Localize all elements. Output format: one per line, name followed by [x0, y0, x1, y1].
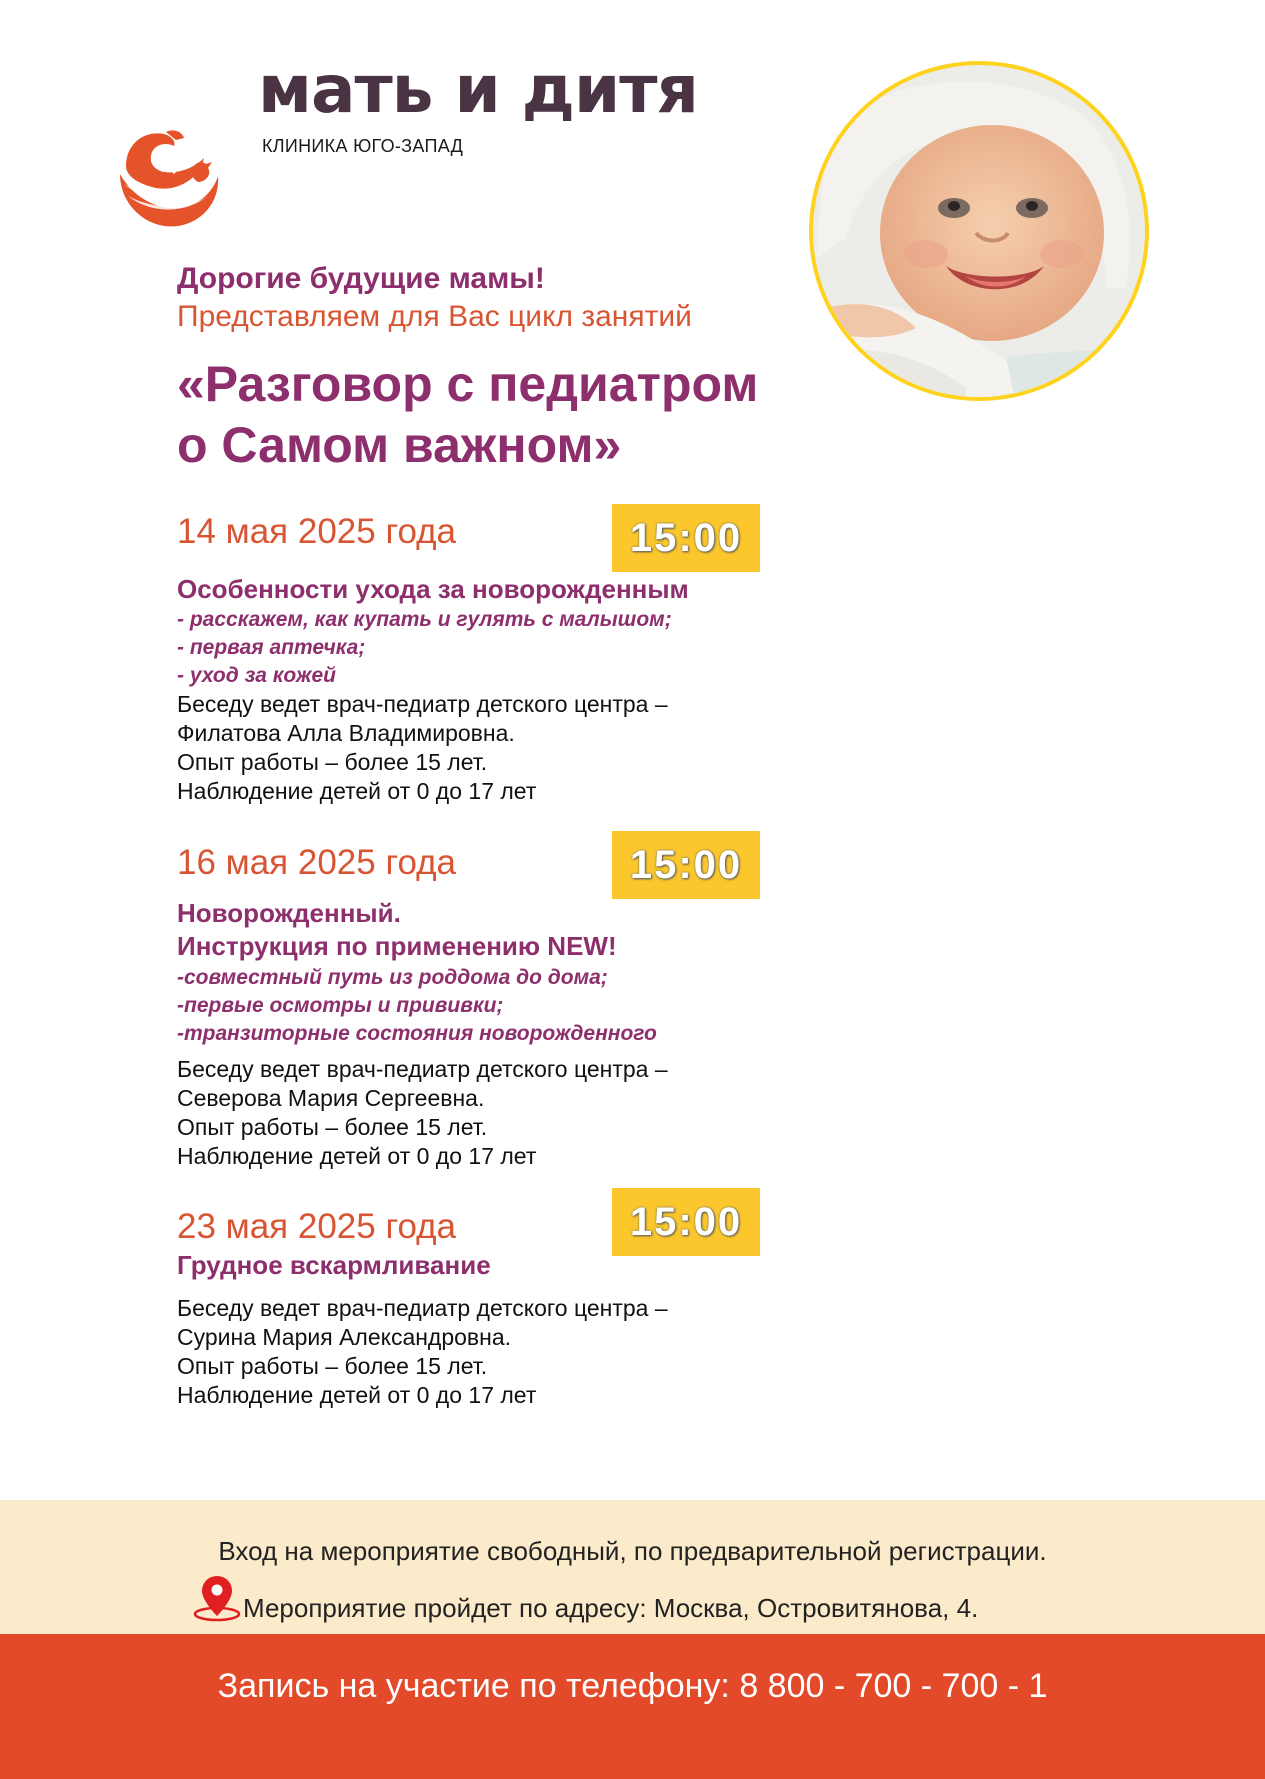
lecturer-experience: Опыт работы – более 15 лет. [177, 1114, 488, 1140]
session-2-time-badge: 15:00 [612, 831, 760, 899]
registration-bar [0, 1634, 1265, 1779]
session-1-bullet: - расскажем, как купать и гулять с малышом; [177, 608, 672, 631]
lecturer-line: Беседу ведет врач-педиатр детского центра – [177, 691, 668, 717]
logo-subtitle: КЛИНИКА ЮГО-ЗАПАД [262, 136, 464, 156]
session-3-lecturer [177, 1294, 668, 1410]
session-2-date: 16 мая 2025 года [177, 843, 457, 882]
lecturer-ages: Наблюдение детей от 0 до 17 лет [177, 1382, 537, 1408]
session-2-bullet: -первые осмотры и прививки; [177, 994, 504, 1017]
lecturer-ages: Наблюдение детей от 0 до 17 лет [177, 778, 537, 804]
session-1-time-badge: 15:00 [612, 504, 760, 572]
lecturer-name: Сурина Мария Александровна. [177, 1324, 512, 1350]
session-2-lecturer [177, 1055, 668, 1171]
lecturer-ages: Наблюдение детей от 0 до 17 лет [177, 1143, 537, 1169]
lecturer-experience: Опыт работы – более 15 лет. [177, 749, 488, 775]
logo-wordmark: мать и дитя [258, 51, 698, 128]
session-1-bullets [177, 606, 672, 690]
registration-phone[interactable]: Запись на участие по телефону: 8 800 - 700 - 700 - 1 [217, 1667, 1048, 1705]
session-1-date: 14 мая 2025 года [177, 512, 457, 551]
session-2-topic [177, 897, 617, 963]
session-2-bullet: -транзиторные состояния новорожденного [177, 1022, 657, 1045]
lecturer-line: Беседу ведет врач-педиатр детского центра – [177, 1295, 668, 1321]
session-3-topic-line: Грудное вскармливание [177, 1250, 491, 1280]
location-pin-icon [193, 1572, 241, 1622]
page-title [177, 354, 758, 476]
baby-photo [806, 58, 1152, 404]
event-address: Мероприятие пройдет по адресу: Москва, Островитянова, 4. [243, 1593, 979, 1623]
session-1-topic-line: Особенности ухода за новорожденным [177, 574, 689, 604]
session-2-topic-line: Инструкция по применению NEW! [177, 931, 617, 961]
session-3-date: 23 мая 2025 года [177, 1207, 457, 1246]
session-1-bullet: - уход за кожей [177, 664, 336, 687]
session-2-bullet: -совместный путь из роддома до дома; [177, 966, 608, 989]
intro-lead: Представляем для Вас цикл занятий [177, 300, 692, 333]
birds-nest-logo-icon [108, 126, 222, 232]
session-1-lecturer [177, 690, 668, 806]
session-1-bullet: - первая аптечка; [177, 636, 366, 659]
lecturer-name: Филатова Алла Владимировна. [177, 720, 515, 746]
session-3-topic [177, 1249, 491, 1282]
lecturer-name: Северова Мария Сергеевна. [177, 1085, 485, 1111]
session-3-time-badge: 15:00 [612, 1188, 760, 1256]
lecturer-line: Беседу ведет врач-педиатр детского центра – [177, 1056, 668, 1082]
title-line-1: «Разговор с педиатром [177, 356, 759, 412]
session-2-topic-line: Новорожденный. [177, 898, 401, 928]
session-1-topic [177, 573, 689, 606]
lecturer-experience: Опыт работы – более 15 лет. [177, 1353, 488, 1379]
session-2-bullets [177, 964, 657, 1048]
greeting: Дорогие будущие мамы! [177, 262, 545, 295]
free-entry-note: Вход на мероприятие свободный, по предварительной регистрации. [218, 1536, 1047, 1566]
title-line-2: о Самом важном» [177, 417, 622, 473]
